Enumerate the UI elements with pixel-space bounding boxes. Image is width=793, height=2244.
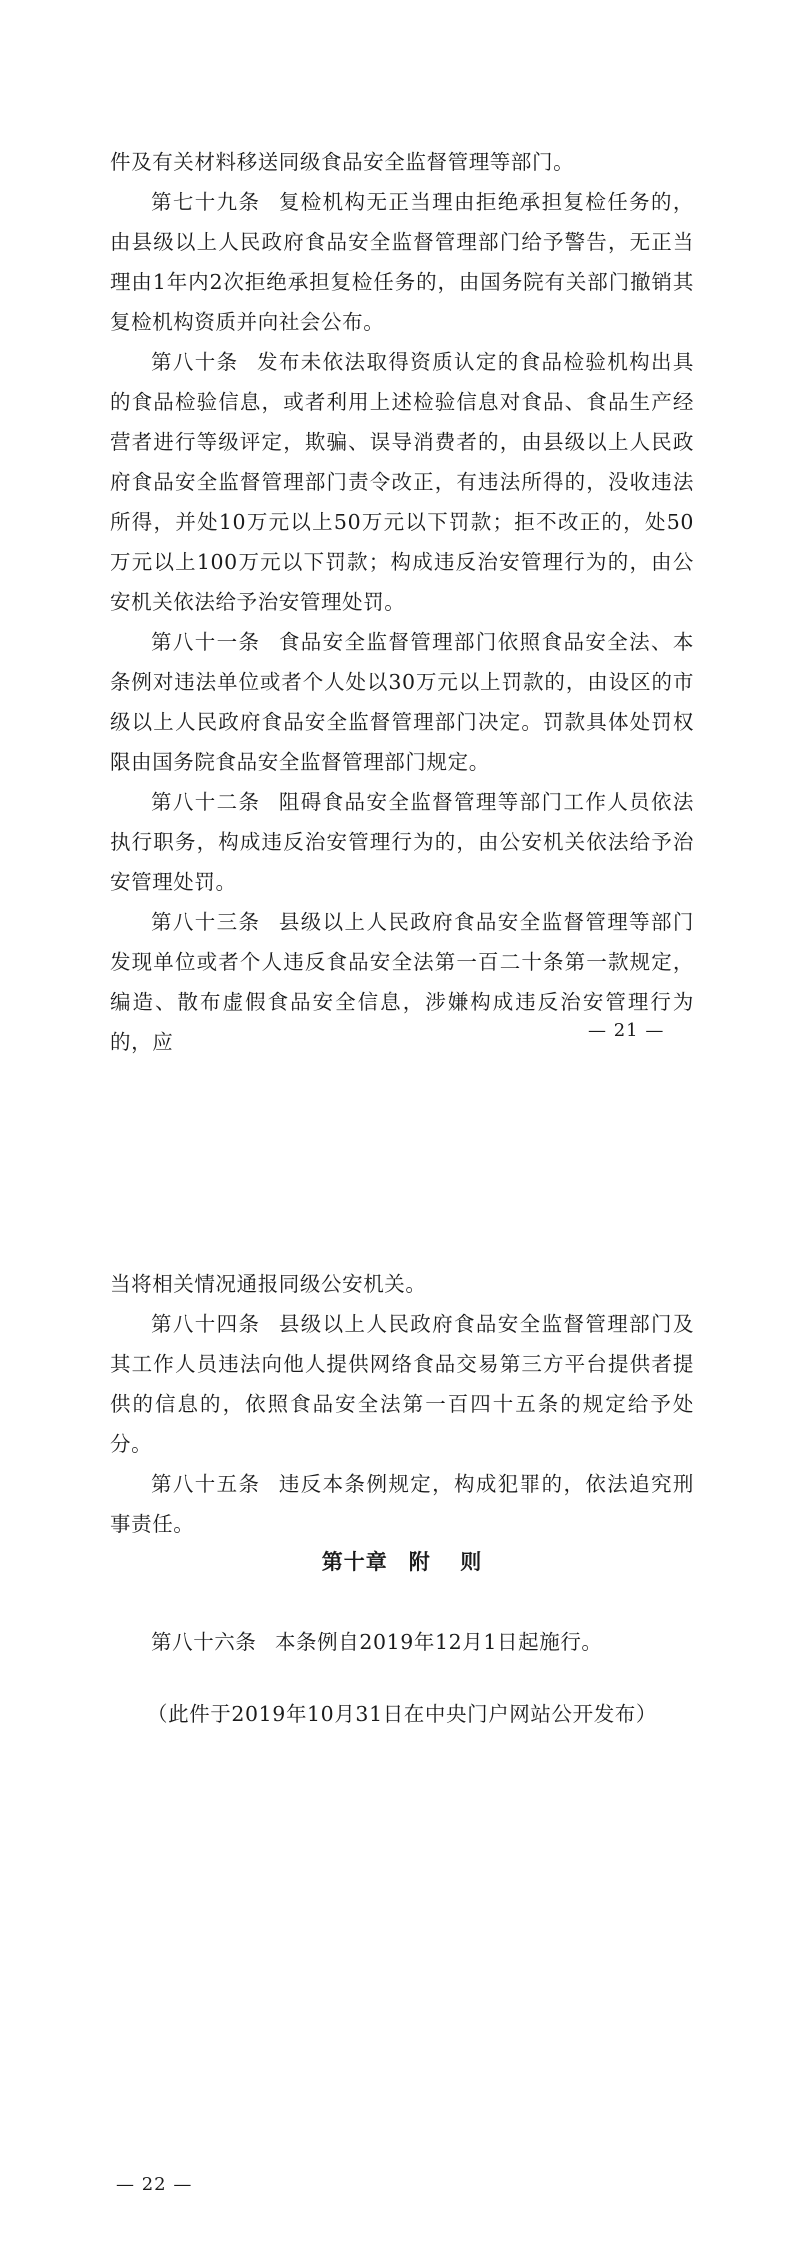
article-text: 阻碍食品安全监督管理等部门工作人员依法执行职务，构成违反治安管理行为的，由公安机关依法给予治安管理处罚。 <box>110 790 694 894</box>
page-21-body <box>110 142 694 1062</box>
article-79 <box>110 182 694 342</box>
article-80 <box>110 342 694 622</box>
article-86 <box>110 1622 694 1662</box>
continuation-line: 当将相关情况通报同级公安机关。 <box>110 1272 427 1296</box>
article-85 <box>110 1464 694 1544</box>
page-number-22: — 22 — <box>116 2174 193 2195</box>
continuation-line: 件及有关材料移送同级食品安全监督管理等部门。 <box>110 150 575 174</box>
article-number: 第七十九条 <box>151 190 261 214</box>
publication-note: （此件于2019年10月31日在中央门户网站公开发布） <box>146 1702 658 1726</box>
article-text: 复检机构无正当理由拒绝承担复检任务的，由县级以上人民政府食品安全监督管理部门给予警告，无正当理由1年内2次拒绝承担复检任务的，由国务院有关部门撤销其复检机构资质并向社会公布。 <box>110 190 694 334</box>
article-number: 第八十四条 <box>151 1312 261 1336</box>
article-82 <box>110 782 694 902</box>
article-81 <box>110 622 694 782</box>
article-text: 县级以上人民政府食品安全监督管理等部门发现单位或者个人违反食品安全法第一百二十条第一款规定，编造、散布虚假食品安全信息，涉嫌构成违反治安管理行为的，应 <box>110 910 694 1054</box>
page-22-body <box>110 1264 694 1544</box>
article-text: 县级以上人民政府食品安全监督管理部门及其工作人员违法向他人提供网络食品交易第三方平台提供者提供的信息的，依照食品安全法第一百四十五条的规定给予处分。 <box>110 1312 694 1456</box>
document-page-22 <box>0 1122 793 2244</box>
article-text: 发布未依法取得资质认定的食品检验机构出具的食品检验信息，或者利用上述检验信息对食品、食品生产经营者进行等级评定，欺骗、误导消费者的，由县级以上人民政府食品安全监督管理部门责令改正，有违法所得的，没收违法所得，并处10万元以上50万元以下罚款；拒不改正的，处50万元以上100万元以下罚款；构成违反治安管理行为的，由公安机关依法给予治安管理处罚。 <box>110 350 694 614</box>
article-number: 第八十六条 <box>151 1630 257 1654</box>
article-text: 违反本条例规定，构成犯罪的，依法追究刑事责任。 <box>110 1472 694 1536</box>
chapter-name-first: 附 <box>408 1550 431 1574</box>
chapter-number: 第十章 <box>321 1550 388 1574</box>
article-number: 第八十条 <box>151 350 239 374</box>
chapter-title <box>110 1546 694 1576</box>
article-84 <box>110 1304 694 1464</box>
page-number-21: — 21 — <box>588 1020 665 1041</box>
article-number: 第八十一条 <box>151 630 261 654</box>
article-text: 本条例自2019年12月1日起施行。 <box>274 1630 603 1654</box>
article-number: 第八十三条 <box>151 910 261 934</box>
chapter-name-second: 则 <box>460 1550 483 1574</box>
article-text: 食品安全监督管理部门依照食品安全法、本条例对违法单位或者个人处以30万元以上罚款的，由设区的市级以上人民政府食品安全监督管理部门决定。罚款具体处罚权限由国务院食品安全监督管理部门规定。 <box>110 630 694 774</box>
article-number: 第八十二条 <box>151 790 261 814</box>
article-number: 第八十五条 <box>151 1472 261 1496</box>
